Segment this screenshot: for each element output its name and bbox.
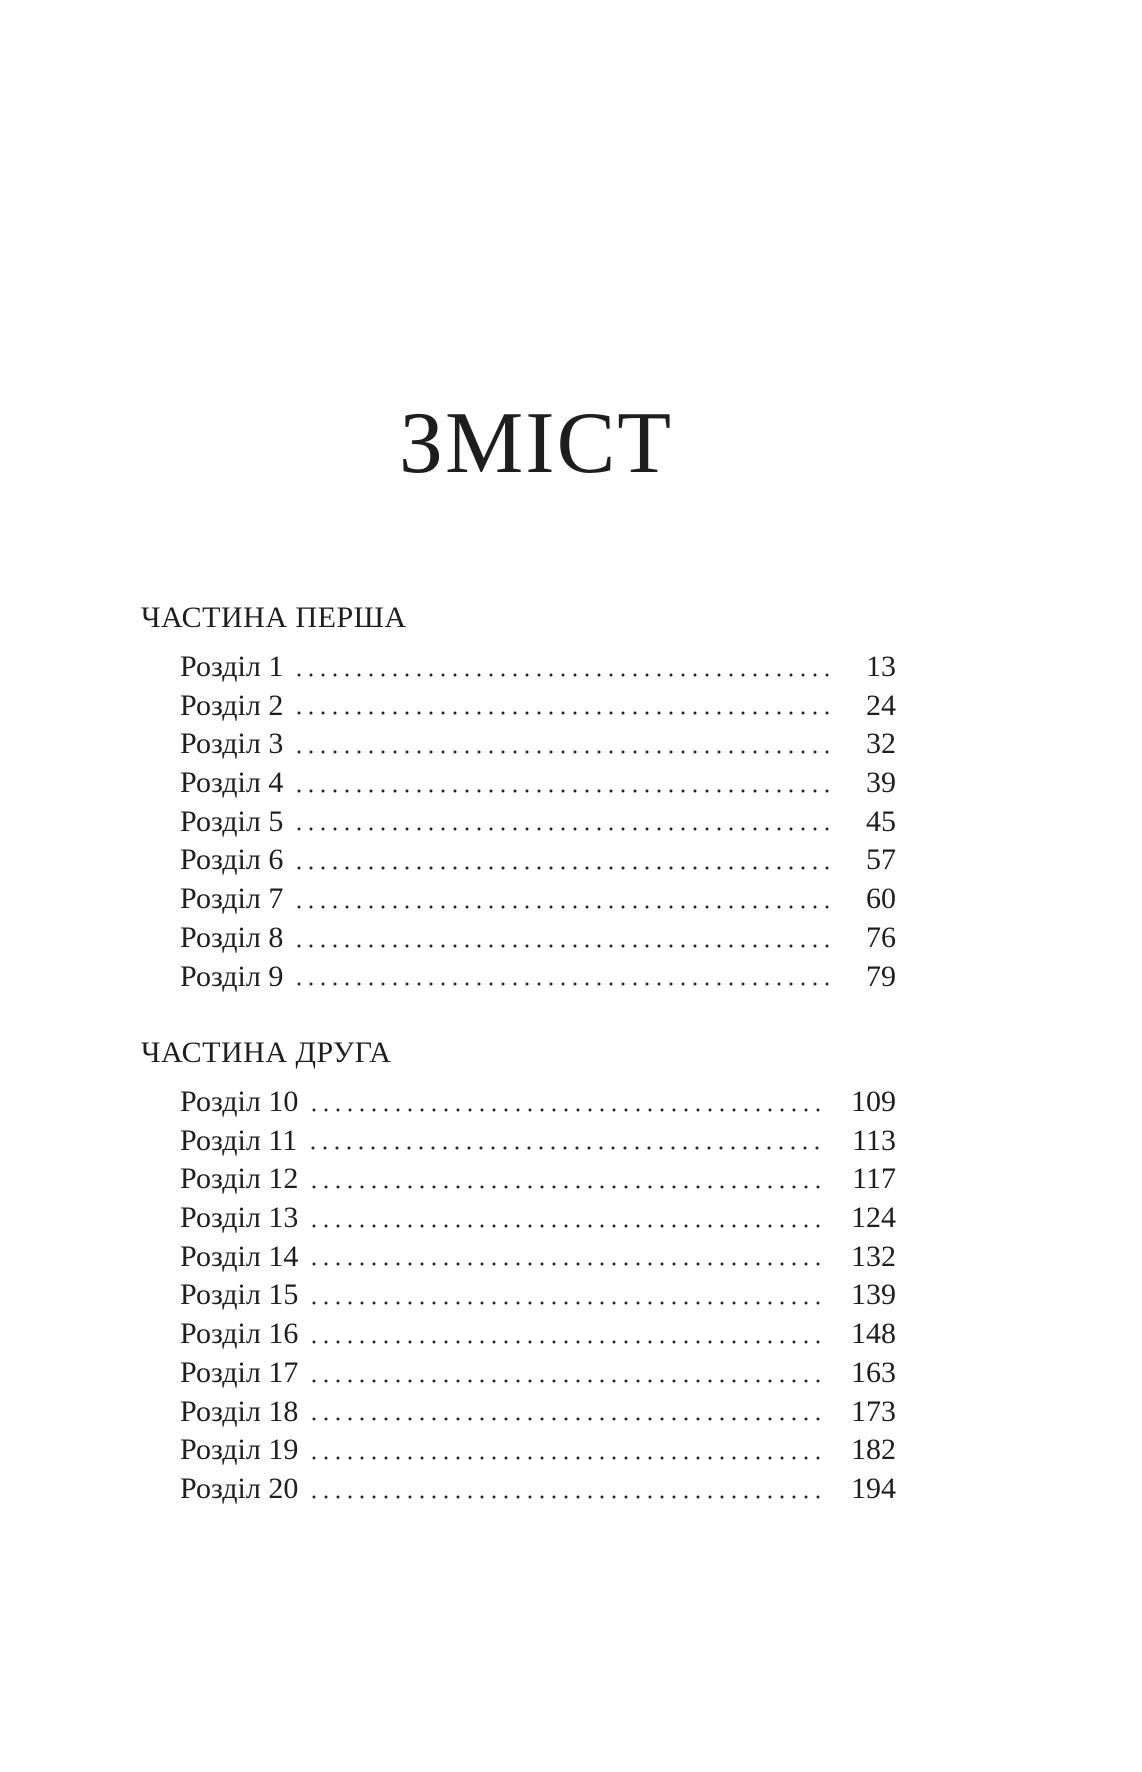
dot-leader (308, 1301, 823, 1305)
chapter-title: Розділ 18 (180, 1394, 299, 1428)
chapter-title: Розділ 12 (180, 1162, 299, 1196)
dot-leader (308, 1417, 823, 1421)
dot-leader (293, 982, 834, 986)
chapter-title: Розділ 20 (180, 1471, 299, 1505)
page-title: ЗМІСТ (398, 395, 674, 492)
toc-entry[interactable] (180, 1122, 896, 1161)
chapter-title: Розділ 10 (180, 1085, 299, 1118)
page-number: 124 (851, 1201, 896, 1235)
page-number: 13 (866, 650, 896, 683)
dot-leader (293, 827, 834, 831)
page-number: 148 (851, 1317, 896, 1351)
toc-list-part-2 (180, 1083, 896, 1509)
chapter-title: Розділ 13 (180, 1201, 299, 1235)
toc-entry[interactable] (180, 1199, 896, 1238)
page-number: 113 (852, 1123, 896, 1157)
chapter-title: Розділ 8 (180, 920, 284, 954)
page-number: 76 (866, 920, 896, 954)
dot-leader (293, 711, 834, 715)
chapter-title: Розділ 6 (180, 843, 284, 877)
chapter-title: Розділ 9 (180, 959, 284, 993)
toc-entry[interactable] (180, 1238, 896, 1277)
page-number: 139 (851, 1278, 896, 1312)
chapter-title: Розділ 4 (180, 766, 284, 800)
chapter-title: Розділ 19 (180, 1433, 299, 1467)
page-number: 163 (851, 1355, 896, 1389)
page-number: 117 (852, 1162, 896, 1196)
toc-entry[interactable] (180, 958, 896, 997)
toc-entry[interactable] (180, 648, 896, 687)
dot-leader (308, 1340, 823, 1344)
toc-entry[interactable] (180, 1431, 896, 1470)
page-number: 32 (866, 727, 896, 761)
toc-entry[interactable] (180, 803, 896, 842)
dot-leader (308, 1108, 823, 1112)
toc-entry[interactable] (180, 1083, 896, 1122)
dot-leader (308, 1224, 823, 1228)
page-number: 39 (866, 766, 896, 800)
chapter-title: Розділ 3 (180, 727, 284, 761)
toc-entry[interactable] (180, 764, 896, 803)
page-number: 132 (851, 1239, 896, 1273)
page-number: 60 (866, 882, 896, 916)
part-heading-1: ЧАСТИНА ПЕРША (141, 601, 407, 634)
toc-entry[interactable] (180, 1276, 896, 1315)
chapter-title: Розділ 7 (180, 882, 284, 916)
dot-leader (308, 1379, 823, 1383)
dot-leader (293, 944, 834, 948)
toc-entry[interactable] (180, 1393, 896, 1432)
chapter-title: Розділ 16 (180, 1317, 299, 1351)
toc-entry[interactable] (180, 1354, 896, 1393)
toc-entry[interactable] (180, 687, 896, 726)
chapter-title: Розділ 5 (180, 804, 284, 838)
page-number: 57 (866, 843, 896, 877)
dot-leader (308, 1262, 823, 1266)
dot-leader (293, 905, 834, 909)
part-heading-2: ЧАСТИНА ДРУГА (141, 1036, 392, 1069)
dot-leader (293, 673, 834, 677)
toc-entry[interactable] (180, 919, 896, 958)
page-number: 194 (851, 1471, 896, 1505)
page-number: 182 (851, 1433, 896, 1467)
toc-entry[interactable] (180, 725, 896, 764)
dot-leader (308, 1495, 823, 1499)
chapter-title: Розділ 2 (180, 688, 284, 722)
dot-leader (308, 1456, 823, 1460)
page-number: 79 (866, 959, 896, 993)
dot-leader (307, 1146, 824, 1150)
toc-entry[interactable] (180, 1470, 896, 1509)
page-number: 109 (851, 1085, 896, 1118)
dot-leader (308, 1185, 824, 1189)
chapter-title: Розділ 15 (180, 1278, 299, 1312)
toc-list-part-1 (180, 648, 896, 996)
toc-entry[interactable] (180, 1160, 896, 1199)
chapter-title: Розділ 1 (180, 650, 284, 683)
chapter-title: Розділ 14 (180, 1239, 299, 1273)
page-number: 24 (866, 688, 896, 722)
page-number: 45 (866, 804, 896, 838)
toc-entry[interactable] (180, 1315, 896, 1354)
dot-leader (293, 789, 834, 793)
dot-leader (293, 866, 834, 870)
toc-entry[interactable] (180, 841, 896, 880)
toc-entry[interactable] (180, 880, 896, 919)
chapter-title: Розділ 17 (180, 1355, 299, 1389)
chapter-title: Розділ 11 (180, 1123, 298, 1157)
dot-leader (293, 750, 834, 754)
page-number: 173 (851, 1394, 896, 1428)
